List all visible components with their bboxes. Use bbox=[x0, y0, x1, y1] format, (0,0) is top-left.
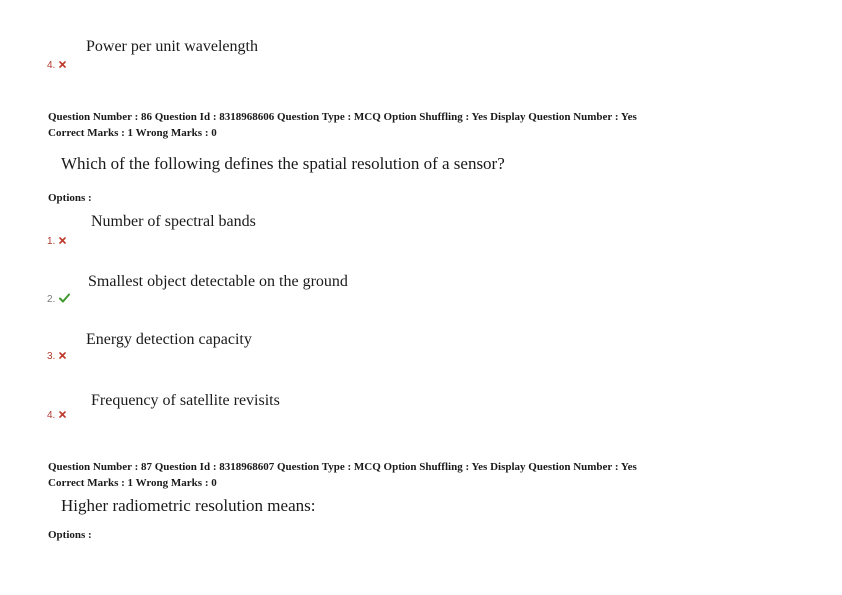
q86-option-4-number bbox=[47, 410, 66, 421]
check-icon bbox=[59, 293, 70, 306]
q86-option-1-text: Number of spectral bands bbox=[91, 213, 256, 230]
option-number: 1. bbox=[47, 236, 56, 248]
q86-option-3-number bbox=[47, 351, 66, 362]
option-number: 4. bbox=[47, 410, 56, 422]
q86-meta-line2: Correct Marks : 1 Wrong Marks : 0 bbox=[48, 127, 217, 139]
cross-icon bbox=[59, 60, 66, 71]
q86-option-1-number bbox=[47, 236, 66, 247]
q86-options-label: Options : bbox=[48, 192, 92, 204]
q86-option-3-text: Energy detection capacity bbox=[86, 331, 252, 348]
q87-question-text: Higher radiometric resolution means: bbox=[61, 496, 316, 515]
q86-question-text: Which of the following defines the spatial resolution of a sensor? bbox=[61, 154, 505, 173]
cross-icon bbox=[59, 351, 66, 362]
prev-option-4-number bbox=[47, 60, 66, 71]
q86-meta-line1: Question Number : 86 Question Id : 8318968606 Question Type : MCQ Option Shuffling : Yes Display Question Number : Yes bbox=[48, 111, 637, 123]
q87-options-label: Options : bbox=[48, 529, 92, 541]
option-number: 2. bbox=[47, 294, 56, 306]
q86-option-2-number bbox=[47, 293, 70, 306]
q86-option-4-text: Frequency of satellite revisits bbox=[91, 392, 280, 409]
cross-icon bbox=[59, 236, 66, 247]
q87-meta-line2: Correct Marks : 1 Wrong Marks : 0 bbox=[48, 477, 217, 489]
cross-icon bbox=[59, 410, 66, 421]
prev-option-4-text: Power per unit wavelength bbox=[86, 38, 258, 55]
q86-option-2-text: Smallest object detectable on the ground bbox=[88, 273, 348, 290]
option-number: 3. bbox=[47, 351, 56, 363]
q87-meta-line1: Question Number : 87 Question Id : 8318968607 Question Type : MCQ Option Shuffling : Yes Display Question Number : Yes bbox=[48, 461, 637, 473]
option-number: 4. bbox=[47, 60, 56, 72]
